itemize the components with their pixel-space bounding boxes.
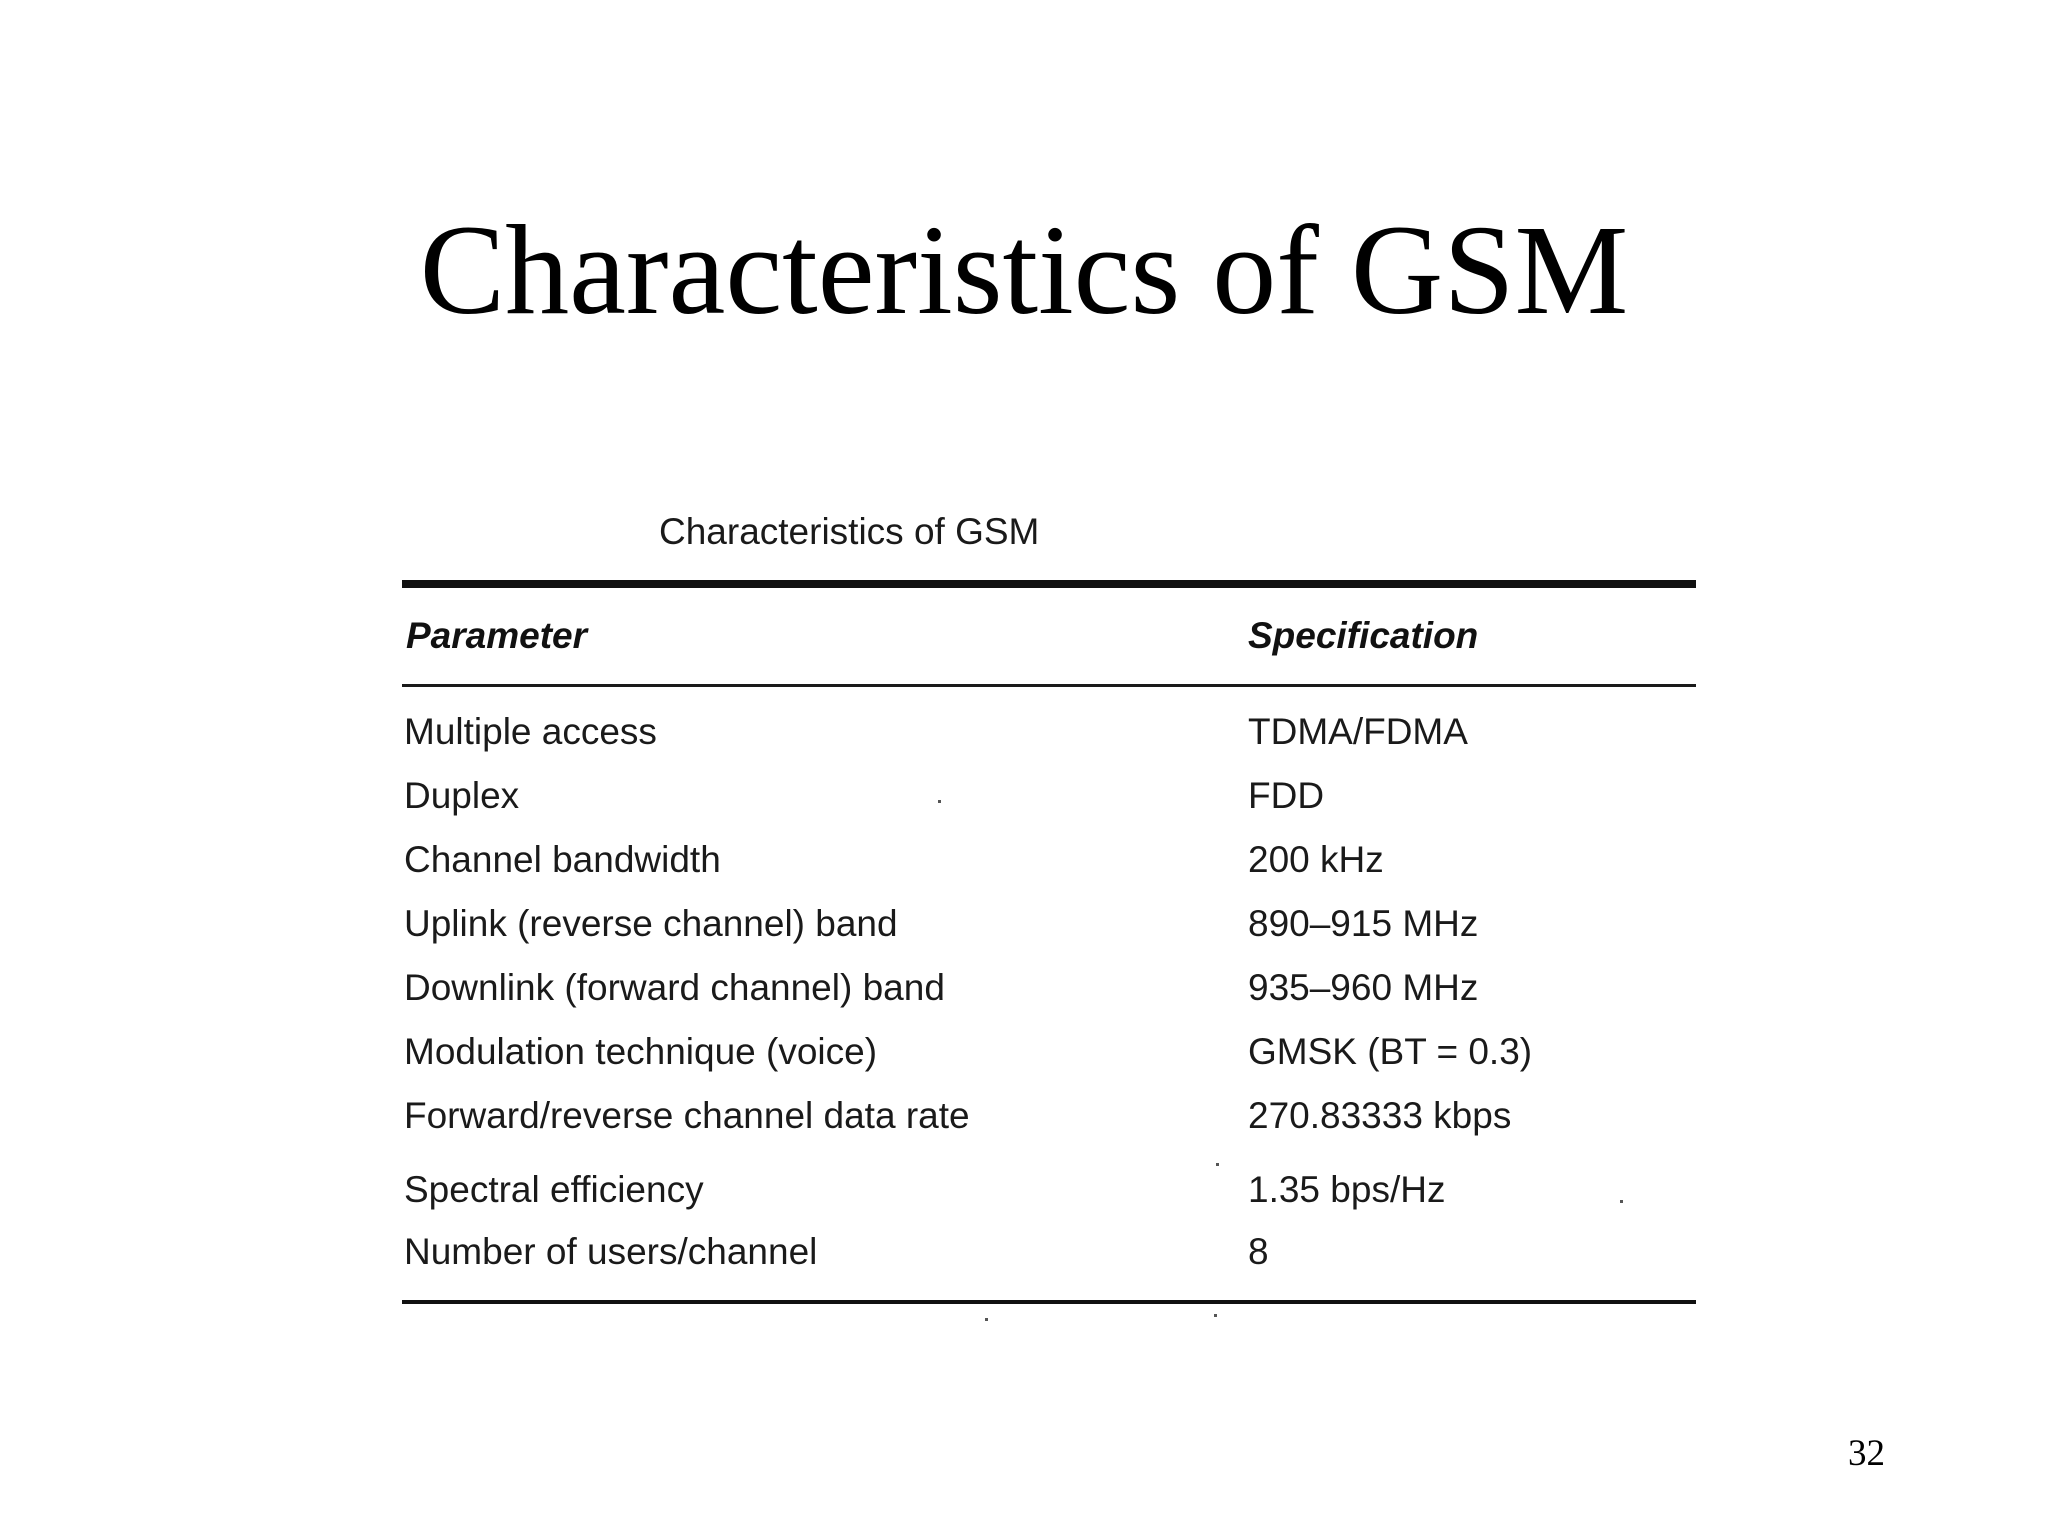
parameter-cell: Multiple access [404,711,657,752]
specification-cell: FDD [1248,775,1325,816]
parameter-cell: Modulation technique (voice) [404,1031,878,1072]
specification-cell: 200 kHz [1248,839,1384,880]
specification-cell: 8 [1248,1231,1269,1272]
parameter-cell: Downlink (forward channel) band [404,967,945,1008]
parameter-cell: Spectral efficiency [404,1169,704,1210]
parameter-cell: Duplex [404,775,520,816]
table-row [0,1028,2048,1088]
scan-speck [985,1318,988,1321]
column-header-parameter: Parameter [406,615,588,656]
specification-cell: 890–915 MHz [1248,903,1479,944]
specification-cell: 935–960 MHz [1248,967,1479,1008]
table-row [0,1166,2048,1226]
specification-cell: 270.83333 kbps [1248,1095,1512,1136]
table-row [0,1228,2048,1288]
column-header-specification: Specification [1248,615,1479,656]
parameter-cell: Uplink (reverse channel) band [404,903,898,944]
table-caption: Characteristics of GSM [659,511,1040,552]
table-row [0,708,2048,768]
specification-cell: 1.35 bps/Hz [1248,1169,1446,1210]
parameter-cell: Forward/reverse channel data rate [404,1095,970,1136]
table-row [0,836,2048,896]
table-row [0,964,2048,1024]
scan-speck [1620,1200,1623,1203]
specification-cell: GMSK (BT = 0.3) [1248,1031,1533,1072]
scan-speck [1216,1163,1219,1166]
table-row [0,900,2048,960]
page-number: 32 [1848,1433,1885,1474]
table-row [0,772,2048,832]
slide-title: Characteristics of GSM [419,199,1629,341]
table-row [0,1092,2048,1152]
table-bottom-rule [402,1300,1696,1304]
parameter-cell: Number of users/channel [404,1231,818,1272]
scan-speck [1214,1314,1217,1317]
specification-cell: TDMA/FDMA [1248,711,1468,752]
scan-speck [938,800,941,803]
parameter-cell: Channel bandwidth [404,839,721,880]
